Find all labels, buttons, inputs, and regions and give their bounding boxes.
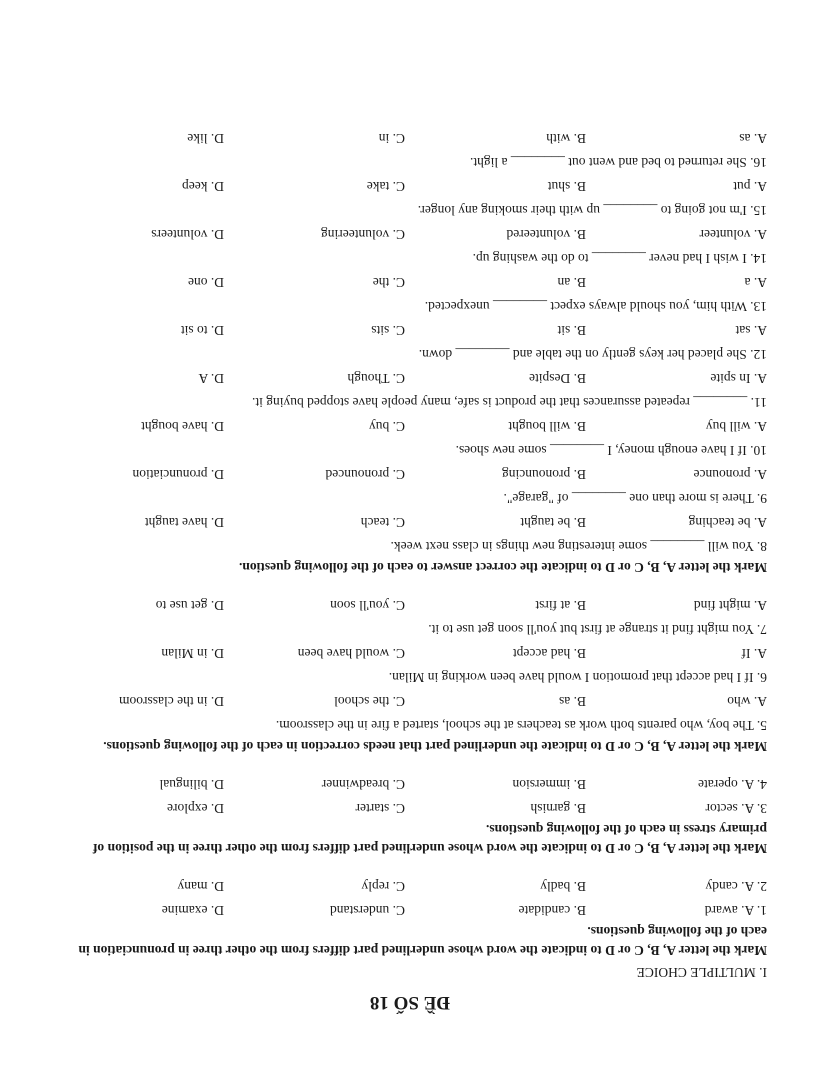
option-c[interactable]: C. the [372,275,405,290]
question-3 [53,796,767,820]
option-d[interactable]: D. A [198,371,224,386]
option-a[interactable]: A. volunteer [699,227,767,242]
option-b[interactable]: B. be taught [520,515,586,530]
option-d[interactable]: D. volunteers [151,227,224,242]
option-c[interactable]: C. sits [371,323,405,338]
option-b[interactable]: B. an [557,275,586,290]
option-a[interactable]: A. pronounce [693,467,767,482]
instruction-stress: Mark the letter A, B, C or D to indicate the word whose underlined part differs from the other three in the position of primary stress in each of the following questions. [92,822,767,856]
question-2 [53,874,767,898]
question-6 [53,641,767,665]
option-b[interactable]: B. pronouncing [502,467,586,482]
page-title: ĐỀ SỐ 18 [369,992,451,1013]
option-c[interactable]: C. pronounced [325,467,405,482]
option-a[interactable]: 2. A. candy [705,879,767,894]
option-d[interactable]: D. to sit [180,323,224,338]
question-6-stem: 6. If I had accept that promotion I would have been working in Milan. [388,670,767,685]
question-8-stem: 8. You will ________ some interesting new things in class next week. [390,539,767,554]
question-10-stem: 10. If I have enough money, I ________ some new shoes. [455,443,767,458]
option-d[interactable]: D. explore [167,801,224,816]
question-10 [53,414,767,438]
option-d[interactable]: D. examine [161,903,224,918]
question-9-stem: 9. There is more than one ________ of "garage". [503,491,767,506]
question-5 [53,689,767,713]
question-9 [53,462,767,486]
option-a[interactable]: A. be teaching [688,515,767,530]
option-b[interactable]: B. volunteered [506,227,586,242]
option-b[interactable]: B. will bought [508,419,586,434]
option-d[interactable]: D. get use to [155,598,224,613]
question-8 [53,510,767,534]
option-b[interactable]: B. Despite [529,371,586,386]
option-a[interactable]: A. In spite [710,371,767,386]
option-c[interactable]: C. in [378,131,405,146]
question-15 [53,174,767,198]
option-c[interactable]: C. breadwinner [321,777,405,792]
question-7-stem: 7. You might find it strange at first but you'll soon get use to it. [428,622,767,637]
question-12-stem: 12. She placed her keys gently on the table and ________ down. [418,347,767,362]
option-a[interactable]: A. might find [693,598,767,613]
question-13-stem: 13. With him, you should always expect ________ unexpected. [424,299,767,314]
option-a[interactable]: 1. A. award [704,903,767,918]
option-b[interactable]: B. as [559,694,586,709]
option-b[interactable]: B. candidate [518,903,586,918]
section-title: I. MULTIPLE CHOICE [636,965,767,980]
option-c[interactable]: C. Though [347,371,405,386]
question-5-stem: 5. The boy, who parents both work as teachers at the school, started a fire in the classroom. [275,718,767,733]
option-d[interactable]: D. bilingual [159,777,224,792]
option-b[interactable]: B. at first [535,598,586,613]
option-c[interactable]: C. take [366,179,405,194]
option-c[interactable]: C. reply [361,879,405,894]
option-a[interactable]: A. If [741,646,767,661]
option-a[interactable]: A. will buy [705,419,767,434]
option-a[interactable]: 3. A. sector [705,801,767,816]
question-7 [53,593,767,617]
option-b[interactable]: B. immersion [512,777,586,792]
option-d[interactable]: D. many [177,879,224,894]
question-4 [53,772,767,796]
option-b[interactable]: B. sit [557,323,586,338]
option-d[interactable]: D. one [188,275,224,290]
option-b[interactable]: B. badly [540,879,586,894]
question-16-stem: 16. She returned to bed and went out ________ a light. [470,155,767,170]
option-d[interactable]: D. pronunciation [132,467,224,482]
option-a[interactable]: A. a [744,275,767,290]
option-b[interactable]: B. had accept [512,646,586,661]
option-d[interactable]: D. like [187,131,224,146]
question-11 [53,366,767,390]
option-d[interactable]: D. in Milan [161,646,224,661]
option-c[interactable]: C. teach [360,515,405,530]
option-c[interactable]: C. you'll soon [330,598,405,613]
option-a[interactable]: 4. A. operate [698,777,767,792]
option-b[interactable]: B. with [546,131,586,146]
option-c[interactable]: C. understand [330,903,405,918]
option-a[interactable]: A. who [727,694,767,709]
instruction-pronunciation: Mark the letter A, B, C or D to indicate the word whose underlined part differs from the other three in pronunciation in each of the following questions. [78,924,767,958]
option-b[interactable]: B. garnish [530,801,586,816]
question-14 [53,222,767,246]
option-c[interactable]: C. buy [368,419,405,434]
option-d[interactable]: D. have bought [141,419,224,434]
question-15-stem: 15. I'm not going to ________ up with their smoking any longer. [417,203,767,218]
option-b[interactable]: B. shut [547,179,586,194]
question-14-stem: 14. I wish I had never ________ to do the washing up. [472,251,767,266]
question-11-stem: 11. ________ repeated assurances that the product is safe, many people have stopped buying it. [252,395,767,410]
instruction-correction: Mark the letter A, B, C or D to indicate the underlined part that needs correction in each of the following questions. [103,739,767,754]
instruction-answer: Mark the letter A, B, C or D to indicate the correct answer to each of the following question. [238,560,767,575]
question-13 [53,270,767,294]
option-d[interactable]: D. keep [182,179,224,194]
option-c[interactable]: C. volunteering [321,227,405,242]
option-d[interactable]: D. in the classroom [119,694,224,709]
question-1 [53,898,767,922]
option-a[interactable]: A. sat [735,323,767,338]
option-d[interactable]: D. have taught [144,515,224,530]
option-c[interactable]: C. starter [355,801,405,816]
question-16 [53,126,767,150]
question-12 [53,318,767,342]
option-a[interactable]: A. put [733,179,767,194]
option-a[interactable]: A. as [739,131,767,146]
option-c[interactable]: C. the school [334,694,405,709]
option-c[interactable]: C. would have been [297,646,405,661]
exam-content [53,126,767,1013]
